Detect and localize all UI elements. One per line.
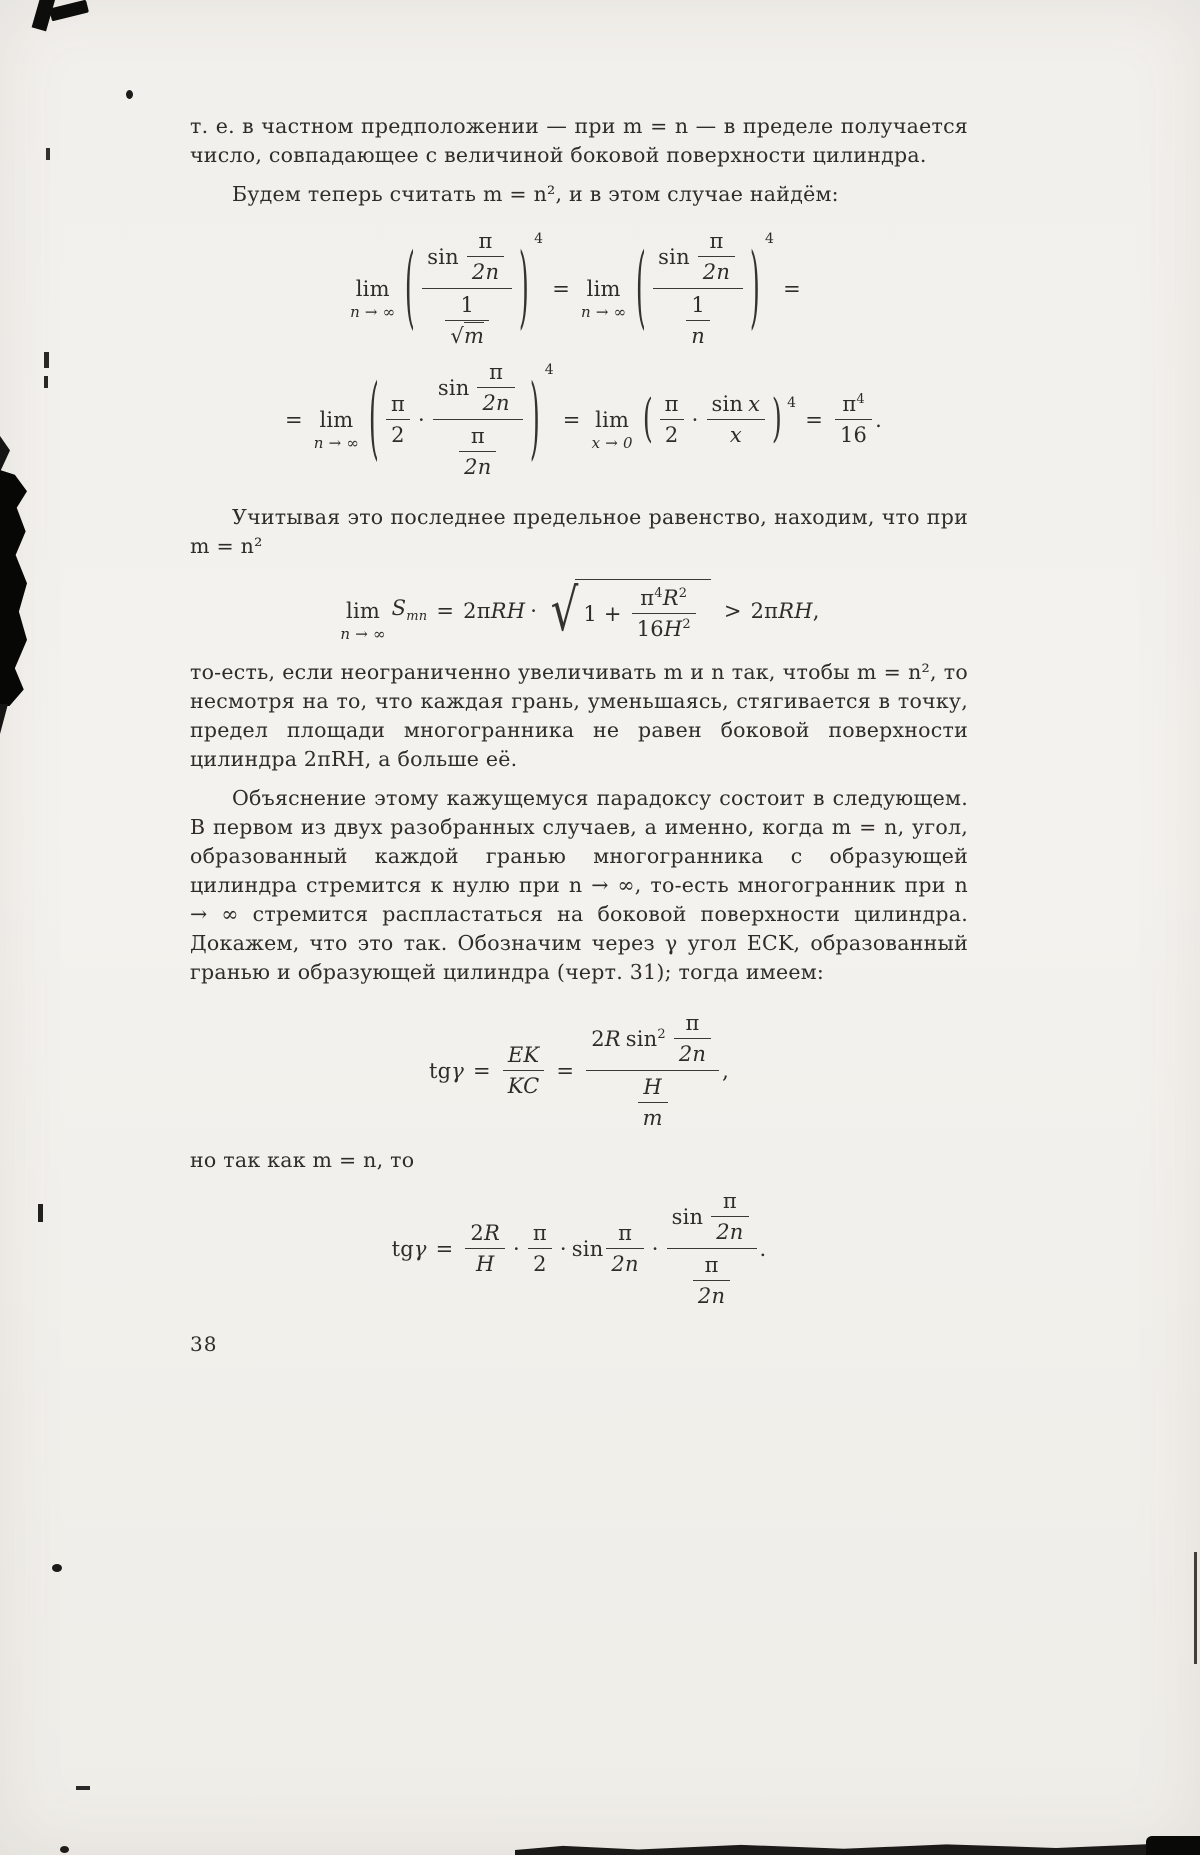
scan-artifact-dot <box>126 90 133 99</box>
inner-fraction: π 2n <box>459 423 496 480</box>
fraction: π 2 <box>660 391 684 448</box>
fraction: $\frac{2R}{H}$ <box>465 1220 505 1277</box>
inner-fraction: π 2n <box>711 1188 748 1245</box>
limit-operator: lim n → ∞ <box>313 407 360 453</box>
inner-fraction: π 2n <box>674 1010 711 1067</box>
paragraph-paradox: то-есть, если неограниченно увеличивать m и n так, чтобы m = n², то несмотря на то, что каждая грань, уменьшаясь, стягивается в точку, предел площади многогранника не равен боковой поверхности цилиндра 2πRH, а больше её. <box>190 660 968 771</box>
scan-artifact-bottom-band <box>515 1842 1200 1855</box>
outer-fraction: sin π 2n π 2n <box>667 1187 757 1310</box>
inner-fraction: 1 n <box>686 292 710 349</box>
right-paren: ) <box>772 389 783 450</box>
formula-tangent: tg γ = $\frac{EK}{KC}$ = 2R $\sin^2$ π 2n H m , <box>428 1011 730 1130</box>
inner-fraction: π 2n <box>467 228 504 285</box>
right-paren: ) <box>529 367 540 472</box>
paren-group: ( sin π 2n 1 n ) $^4$ <box>636 229 775 348</box>
fraction-result: $\frac{\pi^4}{16}$ <box>835 391 872 448</box>
paragraph-setup: Будем теперь считать m = n², и в этом случае найдём: <box>232 182 839 206</box>
scan-artifact-dot <box>60 1846 69 1853</box>
left-paren: ( <box>636 236 647 341</box>
scan-artifact-tick <box>44 352 49 368</box>
formula-tangent-expanded: tg γ = $\frac{2R}{H}$ · π 2 · sin π 2n · sin π 2n π 2n . <box>391 1189 767 1308</box>
scan-artifact-tick <box>44 376 48 388</box>
scan-artifact-corner <box>49 0 89 21</box>
left-paren: ( <box>405 236 416 341</box>
formula-limit-evaluated: = lim n → ∞ ( π 2 · sin π 2n π 2n ) $^4$ = lim x → 0 ( π 2 · sin x x ) $^4$ = $\frac{\pi^4}{16}$ . <box>284 360 883 479</box>
formula-limit-quotients: lim n → ∞ ( sin π 2n 1 √m ) $^4$ = lim n → ∞ ( sin π 2n 1 n ) $^4$ = <box>350 229 801 348</box>
paren-group: ( π 2 · sin π 2n π 2n ) $^4$ <box>368 360 554 479</box>
page-content <box>190 112 968 1356</box>
scan-artifact-dash <box>76 1786 90 1790</box>
fraction-EK-KC: $\frac{EK}{KC}$ <box>503 1042 545 1099</box>
outer-fraction: sin π 2n π 2n <box>433 358 523 481</box>
outer-fraction: sin π 2n 1 √m <box>422 227 512 350</box>
scan-artifact-tick <box>46 148 50 160</box>
limit-operator: lim n → ∞ <box>350 276 396 322</box>
limit-operator: lim x → 0 <box>591 407 633 453</box>
inner-fraction: π 2n <box>477 359 514 416</box>
fraction: π 2n <box>606 1220 643 1277</box>
outer-fraction: sin π 2n 1 n <box>653 227 743 350</box>
fraction: sin x x <box>707 391 766 448</box>
scan-artifact-tick <box>38 1204 43 1222</box>
fraction: π 2 <box>386 391 410 448</box>
scan-artifact-blob <box>0 470 27 706</box>
outer-fraction: 2R $\sin^2$ π 2n H m <box>586 1009 719 1132</box>
limit-operator: lim n → ∞ <box>340 598 386 644</box>
inner-fraction: H m <box>638 1074 668 1131</box>
page-number: 38 <box>190 1332 218 1356</box>
fraction: $\frac{\pi^4R^2}{16H^2}$ <box>632 585 696 642</box>
surface-symbol: $S_{mn}$ <box>391 596 428 625</box>
limit-operator: lim n → ∞ <box>581 276 627 322</box>
term-2piRH: 2πRH <box>750 598 813 623</box>
inner-fraction: π 2n <box>693 1252 730 1309</box>
scan-artifact-bottom-corner <box>1146 1836 1200 1855</box>
paren-group: ( sin π 2n 1 √m ) $^4$ <box>405 229 544 348</box>
right-paren: ) <box>749 236 761 341</box>
right-paren: ) <box>519 236 530 341</box>
scan-artifact-line <box>1194 1552 1197 1664</box>
paren-group: ( π 2 · sin x x ) $^4$ <box>642 389 797 450</box>
left-paren: ( <box>368 367 380 472</box>
inner-fraction: π 2n <box>698 228 735 285</box>
fraction: π 2 <box>528 1220 552 1277</box>
left-paren: ( <box>642 389 653 450</box>
paragraph-since: но так как m = n, то <box>190 1148 415 1172</box>
term-2piRH: 2πRH <box>463 598 526 623</box>
paragraph-explanation: Объяснение этому кажущемуся парадоксу состоит в следующем. В первом из двух разобранных случаев, а именно, когда m = n, угол, образованный каждой гранью многогранника с образующей цилиндра стремится к нулю при n → ∞, то-есть многогранник при n → ∞ стремится распластаться на боковой поверхности цилиндра. Докажем, что это так. Обозначим через γ угол ECK, образованный гранью и образующей цилиндра (черт. 31); тогда имеем: <box>190 786 968 984</box>
paragraph-intro: т. е. в частном предположении — при m = n — в пределе получается число, совпадающее с величиной боковой поверхности цилиндра. <box>190 114 968 167</box>
scan-artifact-dot <box>52 1564 62 1572</box>
scan-artifact-edge <box>0 436 10 472</box>
scan-artifact-edge <box>0 704 8 734</box>
inner-fraction: 1 √m <box>445 292 489 349</box>
paragraph-conclusion-lead: Учитывая это последнее предельное равенство, находим, что при m = n² <box>190 505 968 558</box>
radical: √ 1 + $\frac{\pi^4R^2}{16H^2}$ <box>546 579 711 642</box>
formula-surface-limit: lim n → ∞ $S_{mn}$ = 2πRH · √ 1 + $\frac{\pi^4R^2}{16H^2}$ > 2πRH , <box>340 575 820 644</box>
